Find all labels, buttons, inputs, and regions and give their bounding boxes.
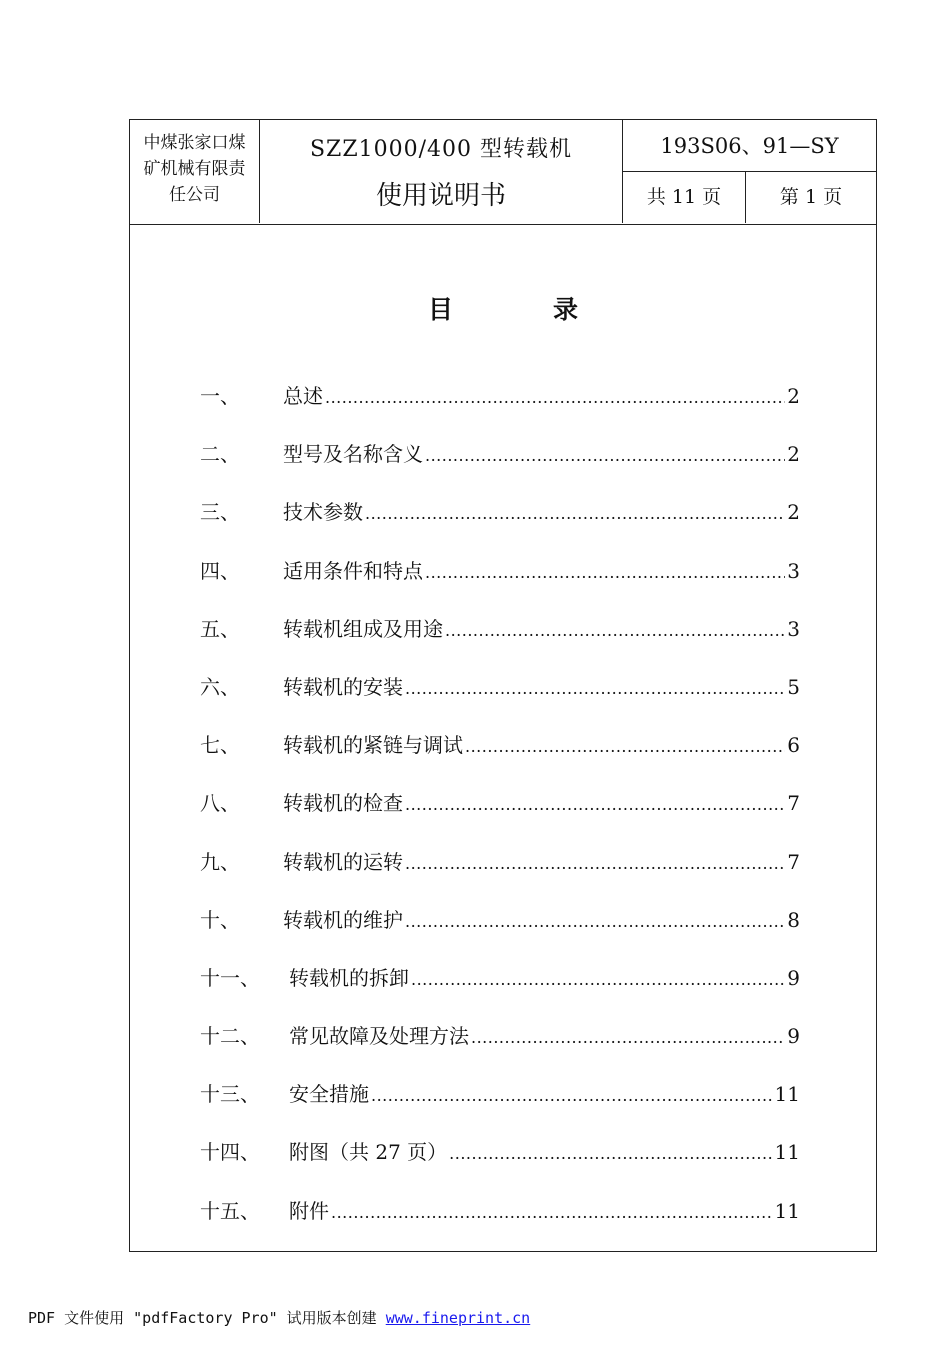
toc-item-label: 技术参数	[283, 500, 363, 525]
toc-item-number: 二、	[200, 442, 240, 467]
toc-item-entry	[283, 791, 800, 817]
title-model: SZZ1000/400 型转载机	[309, 137, 573, 162]
toc-leader-dots	[405, 850, 785, 876]
toc-item-entry	[283, 617, 800, 643]
toc-item[interactable]	[200, 669, 800, 727]
toc-item-number: 十、	[200, 907, 240, 932]
toc-item-page: 8	[787, 907, 800, 932]
toc-item-page: 7	[787, 791, 800, 816]
toc-item-page: 2	[787, 500, 800, 525]
toc-item-page: 5	[787, 674, 800, 699]
toc-leader-dots	[449, 1140, 772, 1166]
toc-item-number: 三、	[200, 500, 240, 525]
toc-item-label: 适用条件和特点	[283, 558, 423, 583]
toc-leader-dots	[425, 559, 785, 585]
toc-item-label: 转载机组成及用途	[283, 616, 443, 641]
toc-item-entry	[283, 559, 800, 585]
toc-item-number: 十二、	[200, 1024, 260, 1049]
toc-item-entry	[283, 733, 800, 759]
toc-item-number: 十四、	[200, 1140, 260, 1165]
toc-item-label: 转载机的检查	[283, 791, 403, 816]
toc-item-page: 9	[787, 965, 800, 990]
toc-item-number: 九、	[200, 849, 240, 874]
toc-item-page: 2	[787, 384, 800, 408]
toc-item[interactable]	[200, 553, 800, 611]
toc-leader-dots	[325, 384, 785, 410]
toc-item-page: 3	[787, 616, 800, 641]
toc-leader-dots	[445, 617, 785, 643]
toc-item-entry	[289, 966, 800, 992]
table-of-contents	[200, 378, 800, 1251]
toc-item-label: 转载机的运转	[283, 849, 403, 874]
footer-link[interactable]: www.fineprint.cn	[385, 1309, 531, 1327]
toc-item[interactable]	[200, 960, 800, 1018]
toc-item-page: 9	[787, 1024, 800, 1049]
toc-item-entry	[283, 908, 800, 934]
toc-item-label: 型号及名称含义	[283, 442, 423, 467]
toc-item-number: 四、	[200, 558, 240, 583]
toc-item-number: 八、	[200, 791, 240, 816]
toc-item-number: 五、	[200, 616, 240, 641]
document-frame	[129, 119, 877, 1252]
toc-item-number: 六、	[200, 674, 240, 699]
toc-item-label: 转载机的拆卸	[289, 965, 409, 990]
toc-item-page: 3	[787, 558, 800, 583]
toc-leader-dots	[405, 908, 785, 934]
toc-item[interactable]	[200, 727, 800, 785]
toc-item[interactable]	[200, 1193, 800, 1251]
toc-item-page: 7	[787, 849, 800, 874]
toc-item-entry	[283, 500, 800, 526]
toc-item-entry	[289, 1199, 800, 1225]
toc-item-number: 十五、	[200, 1198, 260, 1223]
toc-leader-dots	[405, 675, 785, 701]
toc-leader-dots	[331, 1199, 773, 1225]
toc-item[interactable]	[200, 785, 800, 843]
toc-item-entry	[289, 1082, 800, 1108]
toc-item-number: 一、	[200, 384, 240, 408]
toc-item-entry	[283, 442, 800, 468]
toc-leader-dots	[411, 966, 785, 992]
toc-item-number: 七、	[200, 733, 240, 758]
toc-item[interactable]	[200, 378, 800, 436]
title-manual: 使用说明书	[375, 181, 506, 211]
document-number: 193S06、91—SY	[623, 120, 876, 172]
pdf-footer	[28, 1307, 530, 1328]
toc-item[interactable]	[200, 1018, 800, 1076]
toc-item-label: 安全措施	[289, 1082, 369, 1107]
toc-item[interactable]	[200, 902, 800, 960]
toc-item-label: 常见故障及处理方法	[289, 1024, 469, 1049]
footer-text: PDF 文件使用 "pdfFactory Pro" 试用版本创建	[28, 1309, 386, 1327]
toc-item[interactable]	[200, 1134, 800, 1192]
document-title	[260, 120, 623, 223]
toc-leader-dots	[471, 1024, 785, 1050]
toc-leader-dots	[371, 1082, 773, 1108]
toc-item-page: 11	[774, 1198, 800, 1223]
toc-item-entry	[283, 850, 800, 876]
company-name	[130, 120, 260, 223]
toc-leader-dots	[365, 500, 785, 526]
toc-item-label: 附图（共 27 页）	[289, 1140, 448, 1165]
toc-item-page: 11	[774, 1140, 800, 1165]
toc-item-entry	[289, 1140, 800, 1166]
document-header	[130, 120, 876, 225]
toc-item[interactable]	[200, 1076, 800, 1134]
toc-item-label: 转载机的维护	[283, 907, 403, 932]
toc-item-entry	[283, 675, 800, 701]
toc-item[interactable]	[200, 494, 800, 552]
toc-item-label: 总述	[283, 384, 323, 408]
company-line: 中煤张家口煤	[143, 133, 246, 153]
toc-item-entry	[289, 1024, 800, 1050]
toc-item-label: 附件	[289, 1198, 329, 1223]
toc-item-page: 11	[774, 1082, 800, 1107]
page-number: 第 1 页	[779, 186, 843, 208]
toc-item-label: 转载机的安装	[283, 674, 403, 699]
toc-item[interactable]	[200, 611, 800, 669]
toc-item-page: 6	[787, 733, 800, 758]
toc-item[interactable]	[200, 844, 800, 902]
company-line: 矿机械有限责	[143, 159, 246, 179]
toc-leader-dots	[425, 442, 785, 468]
toc-item-number: 十三、	[200, 1082, 260, 1107]
toc-leader-dots	[405, 791, 785, 817]
total-pages: 共 11 页	[623, 172, 746, 223]
toc-item-label: 转载机的紧链与调试	[283, 733, 463, 758]
company-line: 任公司	[169, 185, 220, 205]
toc-item-number: 十一、	[200, 965, 260, 990]
toc-item-entry	[283, 384, 800, 410]
toc-leader-dots	[465, 733, 785, 759]
toc-item-page: 2	[787, 442, 800, 467]
toc-title: 目录	[427, 295, 678, 324]
toc-item[interactable]	[200, 436, 800, 494]
